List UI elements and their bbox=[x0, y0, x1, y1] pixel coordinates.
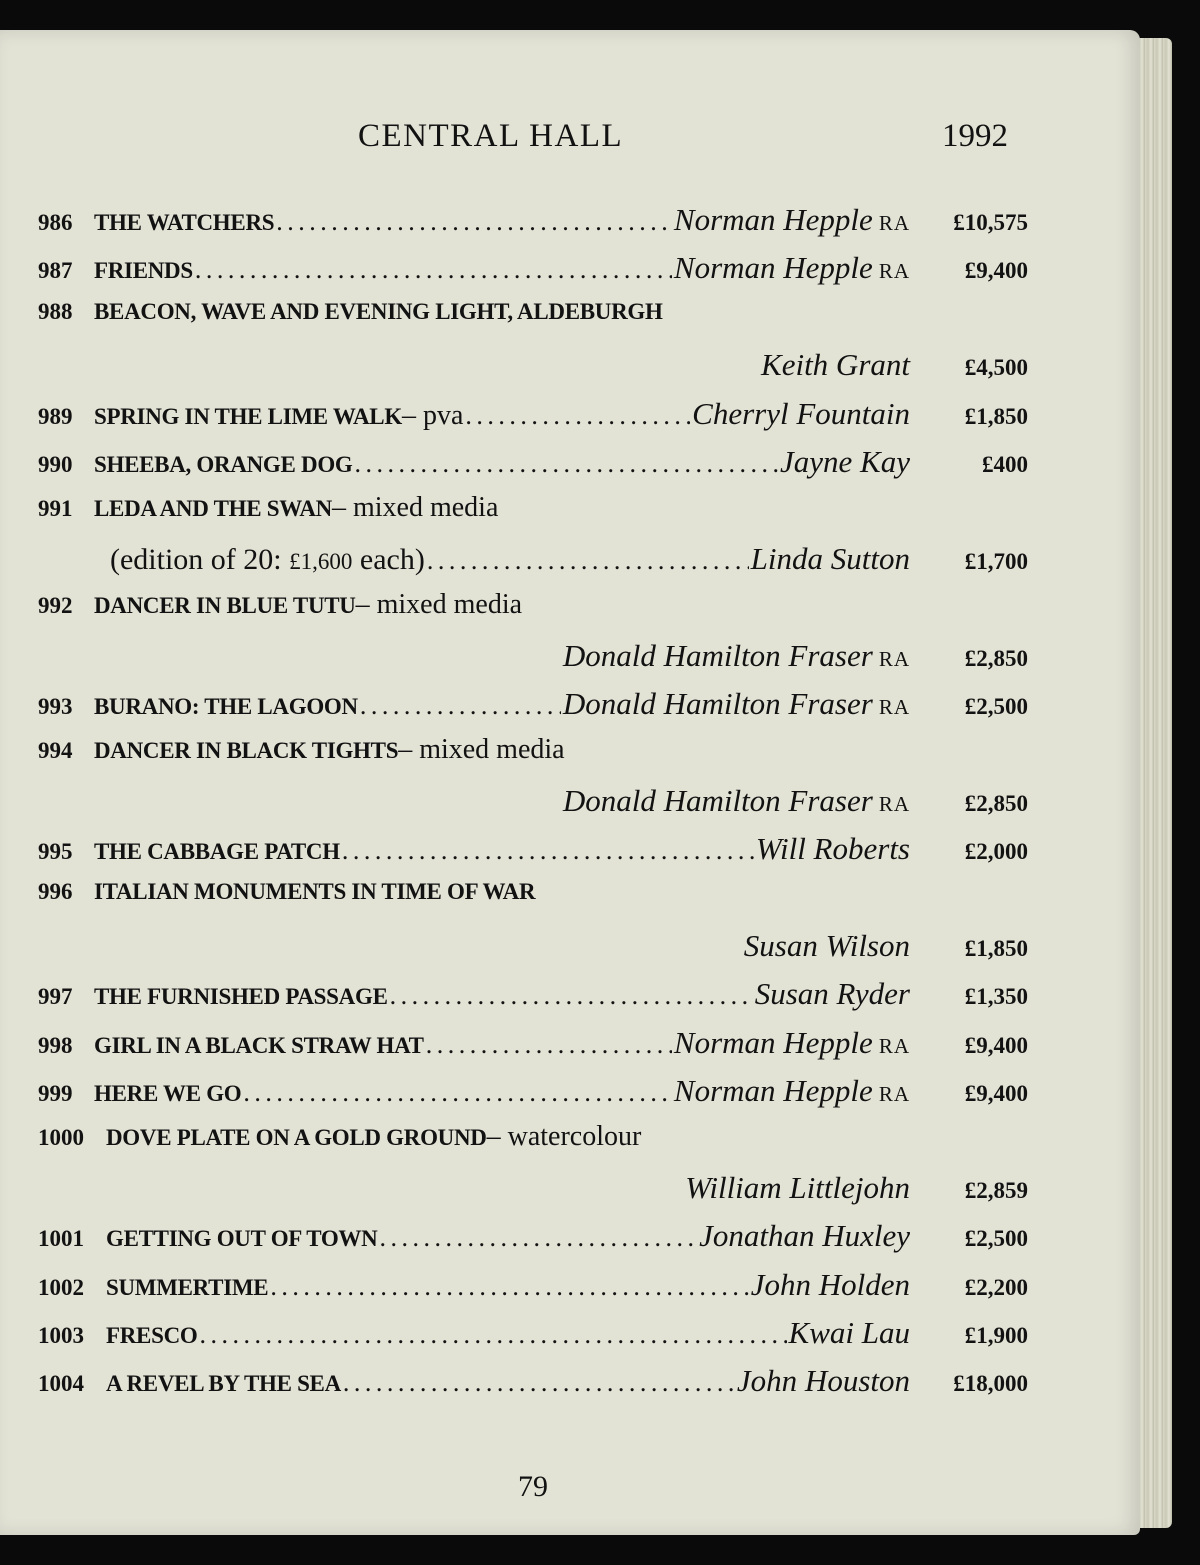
page-title: CENTRAL HALL bbox=[358, 118, 624, 154]
leader-dots bbox=[360, 691, 561, 721]
entry-number: 999 bbox=[38, 1081, 73, 1107]
entry-medium: – watercolour bbox=[486, 1121, 642, 1153]
entry-artist: Norman Hepple bbox=[673, 250, 873, 286]
entry-number: 986 bbox=[38, 210, 73, 235]
entry-medium: – mixed media bbox=[355, 589, 523, 621]
entry-price: £2,850 bbox=[964, 645, 1028, 671]
entry-1003 bbox=[38, 1315, 1028, 1363]
entry-title: SHEEBA, ORANGE DOG bbox=[94, 451, 353, 477]
entry-price: £1,900 bbox=[964, 1322, 1028, 1348]
edition-price: £1,600 bbox=[289, 548, 353, 574]
entry-medium: – mixed media bbox=[398, 734, 565, 766]
entry-price: £4,500 bbox=[964, 355, 1028, 381]
entry-title: DOVE PLATE ON A GOLD GROUND bbox=[106, 1125, 487, 1151]
leader-dots bbox=[200, 1320, 787, 1350]
entry-price: £2,200 bbox=[964, 1274, 1028, 1300]
entry-title: HERE WE GO bbox=[94, 1081, 242, 1107]
entry-987 bbox=[38, 250, 1028, 298]
entry-artist: Will Roberts bbox=[755, 831, 910, 867]
entry-artist: Susan Ryder bbox=[754, 976, 910, 1012]
entry-991 bbox=[38, 492, 1028, 540]
entry-price: £2,859 bbox=[964, 1177, 1028, 1203]
entry-number: 997 bbox=[38, 984, 73, 1010]
entry-number: 994 bbox=[38, 738, 73, 764]
entry-artist: Donald Hamilton Fraser bbox=[562, 637, 873, 673]
entry-993 bbox=[38, 686, 1028, 734]
entry-number: 1001 bbox=[38, 1226, 84, 1252]
entry-title: LEDA AND THE SWAN bbox=[94, 496, 332, 522]
entry-988-credit bbox=[38, 347, 1028, 395]
entry-price: £2,000 bbox=[964, 839, 1028, 865]
leader-dots bbox=[243, 1078, 672, 1108]
ra-suffix: RA bbox=[878, 694, 910, 719]
entry-title: A REVEL BY THE SEA bbox=[106, 1371, 341, 1397]
entry-artist: Linda Sutton bbox=[750, 540, 910, 576]
entry-number: 996 bbox=[38, 879, 73, 905]
leader-dots bbox=[342, 836, 754, 866]
page-number: 79 bbox=[518, 1470, 548, 1503]
entry-price: £2,500 bbox=[964, 1226, 1028, 1252]
entry-title: THE FURNISHED PASSAGE bbox=[94, 984, 388, 1010]
entry-1004 bbox=[38, 1363, 1028, 1411]
ra-suffix: RA bbox=[878, 646, 910, 671]
entry-number: 992 bbox=[38, 593, 73, 619]
entry-artist: William Littlejohn bbox=[685, 1169, 910, 1205]
entry-992 bbox=[38, 589, 1028, 637]
entry-number: 990 bbox=[38, 451, 73, 477]
entry-number: 1004 bbox=[38, 1371, 84, 1397]
entry-991-credit bbox=[38, 541, 1028, 589]
catalogue-page bbox=[0, 30, 1140, 1535]
entry-price: £400 bbox=[982, 451, 1028, 477]
ra-suffix: RA bbox=[878, 259, 910, 284]
entry-title: GETTING OUT OF TOWN bbox=[106, 1226, 378, 1252]
entry-price: £2,850 bbox=[964, 790, 1028, 816]
entry-title: DANCER IN BLACK TIGHTS bbox=[94, 738, 399, 764]
ra-suffix: RA bbox=[878, 1082, 910, 1107]
leader-dots bbox=[276, 207, 672, 237]
leader-dots bbox=[465, 401, 690, 431]
entry-title: SUMMERTIME bbox=[106, 1274, 269, 1300]
entry-1000-credit bbox=[38, 1170, 1028, 1218]
entry-number: 991 bbox=[38, 496, 73, 522]
entry-price: £1,850 bbox=[964, 935, 1028, 961]
entry-title: THE WATCHERS bbox=[94, 210, 275, 235]
entry-artist: Norman Hepple bbox=[673, 202, 873, 237]
entry-price: £2,500 bbox=[964, 693, 1028, 719]
entry-number: 988 bbox=[38, 298, 73, 324]
entry-artist: Kwai Lau bbox=[788, 1314, 910, 1350]
entry-artist: Donald Hamilton Fraser bbox=[562, 685, 873, 721]
entry-title: THE CABBAGE PATCH bbox=[94, 839, 340, 865]
entry-999 bbox=[38, 1073, 1028, 1121]
entry-995 bbox=[38, 831, 1028, 879]
leader-dots bbox=[270, 1272, 748, 1302]
entry-1002 bbox=[38, 1267, 1028, 1315]
entry-990 bbox=[38, 444, 1028, 492]
entry-994-credit bbox=[38, 783, 1028, 831]
entry-994 bbox=[38, 734, 1028, 782]
leader-dots bbox=[379, 1223, 697, 1253]
entry-price: £1,850 bbox=[964, 403, 1028, 429]
edition-note: (edition of 20: £1,600 each) bbox=[110, 542, 425, 576]
entry-title: BURANO: THE LAGOON bbox=[94, 693, 358, 719]
entry-price: £9,400 bbox=[964, 258, 1028, 284]
entry-price: £10,575 bbox=[953, 210, 1028, 235]
leader-dots bbox=[343, 1368, 735, 1398]
entry-artist: Jonathan Huxley bbox=[699, 1218, 910, 1254]
leader-dots bbox=[355, 449, 779, 479]
entry-997 bbox=[38, 976, 1028, 1024]
leader-dots bbox=[390, 981, 753, 1011]
page-header bbox=[0, 118, 1140, 158]
entry-996 bbox=[38, 879, 1028, 927]
page-year: 1992 bbox=[942, 118, 1008, 154]
entry-number: 993 bbox=[38, 693, 73, 719]
entry-992-credit bbox=[38, 638, 1028, 686]
entry-number: 989 bbox=[38, 403, 73, 429]
leader-dots bbox=[195, 255, 672, 285]
entry-number: 1003 bbox=[38, 1322, 84, 1348]
ra-suffix: RA bbox=[878, 791, 910, 816]
entry-artist: John Houston bbox=[736, 1363, 910, 1399]
leader-dots bbox=[427, 546, 749, 576]
entry-title: FRESCO bbox=[106, 1322, 198, 1348]
entry-title: SPRING IN THE LIME WALK bbox=[94, 403, 402, 429]
entry-price: £18,000 bbox=[953, 1371, 1028, 1397]
ra-suffix: RA bbox=[878, 1033, 910, 1058]
entry-title: ITALIAN MONUMENTS IN TIME OF WAR bbox=[94, 879, 536, 905]
entry-number: 1002 bbox=[38, 1274, 84, 1300]
entry-998 bbox=[38, 1025, 1028, 1073]
entry-1001 bbox=[38, 1218, 1028, 1266]
entry-1000 bbox=[38, 1121, 1028, 1169]
entry-price: £1,350 bbox=[964, 984, 1028, 1010]
entry-989 bbox=[38, 396, 1028, 444]
entry-price: £9,400 bbox=[964, 1081, 1028, 1107]
entry-artist: Norman Hepple bbox=[673, 1073, 873, 1109]
entry-list bbox=[38, 202, 1028, 1412]
entry-artist: John Holden bbox=[750, 1266, 910, 1302]
entry-number: 995 bbox=[38, 839, 73, 865]
ra-suffix: RA bbox=[878, 211, 910, 235]
entry-number: 1000 bbox=[38, 1125, 84, 1151]
entry-title: DANCER IN BLUE TUTU bbox=[94, 593, 356, 619]
entry-price: £1,700 bbox=[964, 548, 1028, 574]
leader-dots bbox=[426, 1030, 672, 1060]
entry-artist: Norman Hepple bbox=[673, 1024, 873, 1060]
entry-artist: Keith Grant bbox=[761, 347, 910, 383]
entry-title: GIRL IN A BLACK STRAW HAT bbox=[94, 1032, 424, 1058]
entry-artist: Cherryl Fountain bbox=[692, 395, 910, 431]
entry-title: FRIENDS bbox=[94, 258, 193, 284]
entry-988 bbox=[38, 299, 1028, 347]
entry-number: 987 bbox=[38, 258, 73, 284]
entry-996-credit bbox=[38, 928, 1028, 976]
entry-artist: Susan Wilson bbox=[743, 927, 910, 963]
entry-artist: Jayne Kay bbox=[780, 443, 910, 479]
entry-artist: Donald Hamilton Fraser bbox=[562, 782, 873, 818]
entry-number: 998 bbox=[38, 1032, 73, 1058]
entry-price: £9,400 bbox=[964, 1032, 1028, 1058]
entry-title: BEACON, WAVE AND EVENING LIGHT, ALDEBURGH bbox=[94, 298, 663, 324]
entry-medium: – mixed media bbox=[331, 492, 499, 524]
entry-986 bbox=[38, 202, 1028, 250]
entry-medium: – pva bbox=[401, 399, 464, 431]
